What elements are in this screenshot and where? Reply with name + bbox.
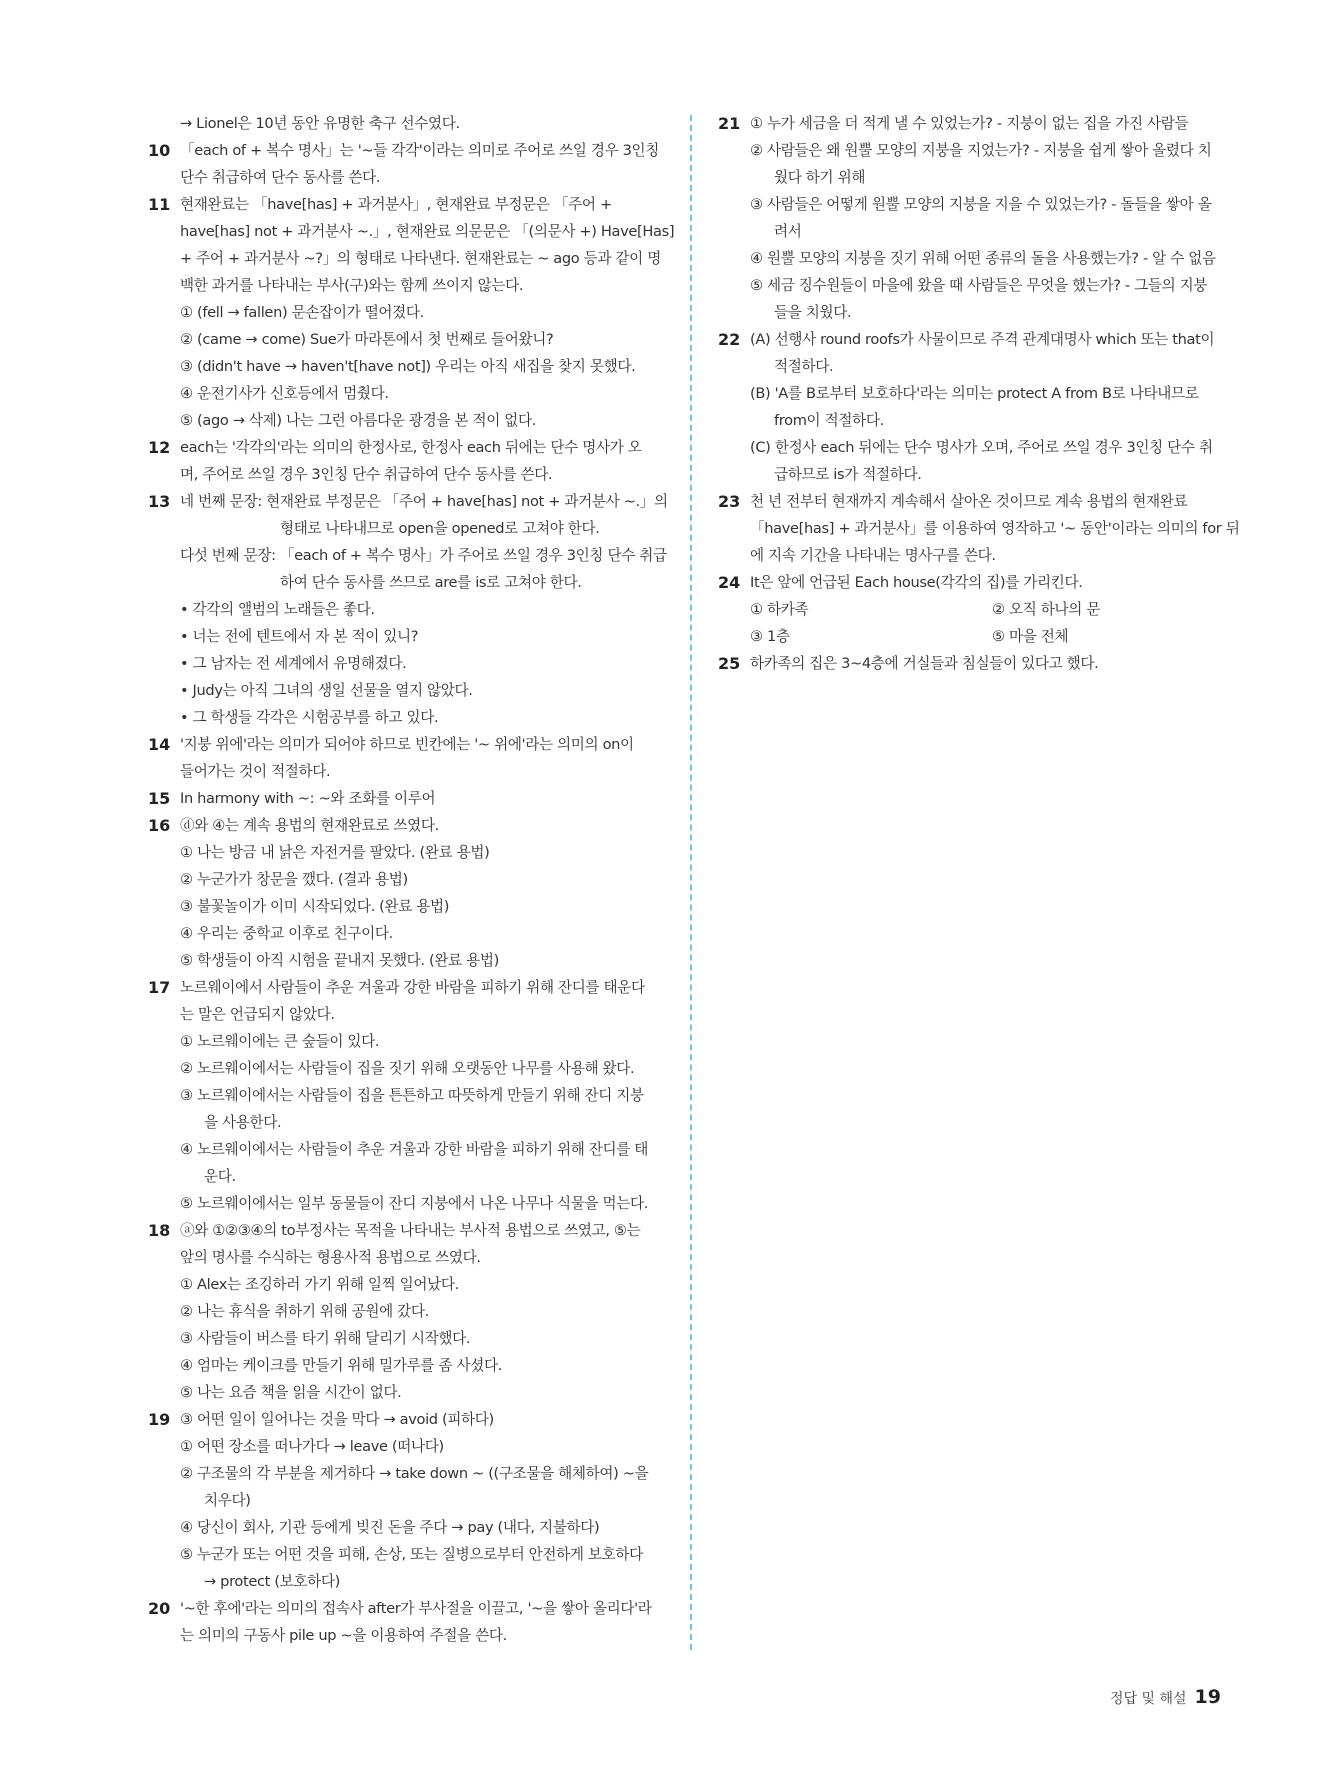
answer-item [718, 569, 1238, 650]
explanation-line: 들을 치웠다. [774, 304, 852, 321]
explanation-line: + 주어 + 과거분사 ~?」의 형태로 나타낸다. 현재완료는 ~ ago 등과 같이 명 [180, 250, 661, 267]
explanation-line: ③ 사람들이 버스를 타기 위해 달리기 시작했다. [180, 1330, 471, 1347]
question-number: 12 [148, 438, 171, 457]
explanation-line: In harmony with ~: ~와 조화를 이루어 [180, 790, 436, 807]
explanation-line: 네 번째 문장: 현재완료 부정문은 「주어 + have[has] not + 과거분사 ~.」의 [180, 493, 668, 510]
explanation-line: 「have[has] + 과거분사」를 이용하여 영작하고 '~ 동안'이라는 의미의 for 뒤 [750, 520, 1240, 537]
explanation-line: 단수 취급하여 단수 동사를 쓴다. [180, 169, 381, 186]
question-number: 15 [148, 789, 171, 808]
explanation-line: (A) 선행사 round roofs가 사물이므로 주격 관계대명사 which 또는 that이 [750, 331, 1215, 348]
explanation-line: ③ 불꽃놀이가 이미 시작되었다. (완료 용법) [180, 898, 450, 915]
explanation-line: 앞의 명사를 수식하는 형용사적 용법으로 쓰였다. [180, 1249, 481, 1266]
answer-item [148, 812, 664, 974]
explanation-line: ④ 당신이 회사, 기관 등에게 빚진 돈을 주다 → pay (내다, 지불하다) [180, 1519, 600, 1536]
answer-item [718, 326, 1238, 488]
question-number: 17 [148, 978, 171, 997]
explanation-line: • Judy는 아직 그녀의 생일 선물을 열지 않았다. [180, 682, 473, 699]
choice-text: ⑤ 마을 전체 [992, 628, 1069, 645]
explanation-line: ① 누가 세금을 더 적게 낼 수 있었는가? - 지붕이 없는 집을 가진 사람들 [750, 115, 1189, 132]
explanation-line: 는 말은 언급되지 않았다. [180, 1006, 335, 1023]
answer-item [148, 1217, 664, 1406]
explanation-line: 형태로 나타내므로 open을 opened로 고쳐야 한다. [280, 520, 600, 537]
choice-row [750, 623, 1238, 650]
footer-label: 정답 및 해설 [1110, 1691, 1187, 1707]
explanation-line: ④ 운전기사가 신호등에서 멈췄다. [180, 385, 389, 402]
answer-item [148, 488, 668, 731]
answer-item [148, 1595, 664, 1649]
question-number: 20 [148, 1599, 171, 1618]
question-number: 10 [148, 141, 171, 160]
explanation-line: ① 나는 방금 내 낡은 자전거를 팔았다. (완료 용법) [180, 844, 490, 861]
explanation-line: ⓓ와 ④는 계속 용법의 현재완료로 쓰였다. [180, 817, 439, 834]
explanation-line: ④ 노르웨이에서는 사람들이 추운 겨울과 강한 바람을 피하기 위해 잔디를 태 [180, 1141, 649, 1158]
explanation-line: ③ (didn't have → haven't[have not]) 우리는 아직 새집을 찾지 못했다. [180, 358, 636, 375]
explanation-line: 백한 과거를 나타내는 부사(구)와는 함께 쓰이지 않는다. [180, 277, 524, 294]
explanation-line: 노르웨이에서 사람들이 추운 겨울과 강한 바람을 피하기 위해 잔디를 태운다 [180, 979, 645, 996]
explanation-line: 급하므로 is가 적절하다. [774, 466, 922, 483]
explanation-line: • 각각의 앨범의 노래들은 좋다. [180, 601, 375, 618]
explanation-line: ② 나는 휴식을 취하기 위해 공원에 갔다. [180, 1303, 429, 1320]
choice-text: ① 하카족 [750, 601, 809, 618]
explanation-line: 다섯 번째 문장: 「each of + 복수 명사」가 주어로 쓰일 경우 3인칭 단수 취급 [180, 547, 667, 564]
explanation-line: 운다. [204, 1168, 236, 1185]
answer-item [148, 1406, 664, 1595]
question-number: 18 [148, 1221, 171, 1240]
explanation-line: → protect (보호하다) [204, 1573, 341, 1590]
explanation-line: ③ 사람들은 어떻게 원뿔 모양의 지붕을 지을 수 있었는가? - 돌들을 쌓아 올 [750, 196, 1212, 213]
explanation-line: 적절하다. [774, 358, 834, 375]
explanation-line: each는 '각각의'라는 의미의 한정사로, 한정사 each 뒤에는 단수 명사가 오 [180, 439, 642, 456]
explanation-line: '~한 후에'라는 의미의 접속사 after가 부사절을 이끌고, '~을 쌓아 올리다'라 [180, 1600, 652, 1617]
explanation-line: (C) 한정사 each 뒤에는 단수 명사가 오며, 주어로 쓰일 경우 3인칭 단수 취 [750, 439, 1213, 456]
explanation-line: ④ 엄마는 케이크를 만들기 위해 밀가루를 좀 사셨다. [180, 1357, 502, 1374]
explanation-line: 들어가는 것이 적절하다. [180, 763, 331, 780]
left-column [148, 110, 675, 1649]
explanation-line: 하여 단수 동사를 쓰므로 are를 is로 고쳐야 한다. [280, 574, 582, 591]
answer-item [148, 974, 664, 1217]
explanation-line: 천 년 전부터 현재까지 계속해서 살아온 것이므로 계속 용법의 현재완료 [750, 493, 1188, 510]
choice-text: ② 오직 하나의 문 [992, 601, 1101, 618]
right-column [718, 110, 1238, 677]
explanation-line: ④ 우리는 중학교 이후로 친구이다. [180, 925, 393, 942]
column-divider [690, 115, 692, 1650]
question-number: 13 [148, 492, 171, 511]
answer-item [718, 110, 1238, 326]
explanation-line: '지붕 위에'라는 의미가 되어야 하므로 빈칸에는 '~ 위에'라는 의미의 on이 [180, 736, 634, 753]
explanation-line: • 그 학생들 각각은 시험공부를 하고 있다. [180, 709, 439, 726]
explanation-line: 에 지속 기간을 나타내는 명사구를 쓴다. [750, 547, 996, 564]
explanation-line: 현재완료는 「have[has] + 과거분사」, 현재완료 부정문은 「주어 + [180, 196, 612, 213]
explanation-line: ⑤ 나는 요즘 책을 읽을 시간이 없다. [180, 1384, 402, 1401]
explanation-line: ① (fell → fallen) 문손잡이가 떨어졌다. [180, 304, 424, 321]
explanation-line: ⑤ 학생들이 아직 시험을 끝내지 못했다. (완료 용법) [180, 952, 499, 969]
explanation-line: 치우다) [204, 1492, 251, 1509]
explanation-line: ② 누군가가 창문을 깼다. (결과 용법) [180, 871, 408, 888]
explanation-line: ⓐ와 ①②③④의 to부정사는 목적을 나타내는 부사적 용법으로 쓰였고, ⑤는 [180, 1222, 641, 1239]
answer-item [148, 191, 675, 434]
explanation-line: 려서 [774, 223, 802, 240]
explanation-line: have[has] not + 과거분사 ~.」, 현재완료 의문문은 「(의문사 +) Have[Has] [180, 223, 675, 240]
explanation-line: ③ 노르웨이에서는 사람들이 집을 튼튼하고 따뜻하게 만들기 위해 잔디 지붕 [180, 1087, 644, 1104]
explanation-line: ① 노르웨이에는 큰 숲들이 있다. [180, 1033, 380, 1050]
explanation-line: 「each of + 복수 명사」는 '~들 각각'이라는 의미로 주어로 쓰일 경우 3인칭 [180, 142, 660, 159]
explanation-line: ⑤ (ago → 삭제) 나는 그런 아름다운 광경을 본 적이 없다. [180, 412, 537, 429]
explanation-line: ② (came → come) Sue가 마라톤에서 첫 번째로 들어왔니? [180, 331, 554, 348]
question-number: 24 [718, 573, 741, 592]
answer-item [148, 137, 664, 191]
page-number: 19 [1194, 1686, 1221, 1708]
explanation-line: ⑤ 누군가 또는 어떤 것을 피해, 손상, 또는 질병으로부터 안전하게 보호하다 [180, 1546, 643, 1563]
explanation-line: from이 적절하다. [774, 412, 884, 429]
question-number: 21 [718, 114, 741, 133]
explanation-line: ② 노르웨이에서는 사람들이 집을 짓기 위해 오랫동안 나무를 사용해 왔다. [180, 1060, 635, 1077]
explanation-line: It은 앞에 언급된 Each house(각각의 집)를 가리킨다. [750, 574, 1083, 591]
question-number: 19 [148, 1410, 171, 1429]
answer-item [148, 785, 664, 812]
explanation-line: → Lionel은 10년 동안 유명한 축구 선수였다. [180, 115, 460, 132]
explanation-line: • 너는 전에 텐트에서 자 본 적이 있니? [180, 628, 419, 645]
explanation-line: ① 어떤 장소를 떠나가다 → leave (떠나다) [180, 1438, 444, 1455]
explanation-line: 는 의미의 구동사 pile up ~을 이용하여 주절을 쓴다. [180, 1627, 507, 1644]
question-number: 23 [718, 492, 741, 511]
explanation-line: 며, 주어로 쓰일 경우 3인칭 단수 취급하여 단수 동사를 쓴다. [180, 466, 553, 483]
explanation-line: ① Alex는 조깅하러 가기 위해 일찍 일어났다. [180, 1276, 459, 1293]
choice-text: ③ 1층 [750, 628, 790, 645]
explanation-line: ⑤ 노르웨이에서는 일부 동물들이 잔디 지붕에서 나온 나무나 식물을 먹는다. [180, 1195, 649, 1212]
question-number: 11 [148, 195, 171, 214]
explanation-line: (B) 'A를 B로부터 보호하다'라는 의미는 protect A from B로 나타내므로 [750, 385, 1199, 402]
answer-item [148, 731, 664, 785]
choice-row [750, 596, 1238, 623]
question-number: 16 [148, 816, 171, 835]
question-number: 22 [718, 330, 741, 349]
explanation-line: ⑤ 세금 징수원들이 마을에 왔을 때 사람들은 무엇을 했는가? - 그들의 지붕 [750, 277, 1208, 294]
answer-item [718, 650, 1238, 677]
question-number: 25 [718, 654, 741, 673]
explanation-line: 하카족의 집은 3~4층에 거실들과 침실들이 있다고 했다. [750, 655, 1099, 672]
answer-item [718, 488, 1238, 569]
explanation-line: ③ 어떤 일이 일어나는 것을 막다 → avoid (피하다) [180, 1411, 494, 1428]
explanation-line: ② 구조물의 각 부분을 제거하다 → take down ~ ((구조물을 해체하여) ~을 [180, 1465, 649, 1482]
explanation-line: ② 사람들은 왜 원뿔 모양의 지붕을 지었는가? - 지붕을 쉽게 쌓아 올렸다 치 [750, 142, 1212, 159]
page-footer [1110, 1686, 1221, 1708]
question-number: 14 [148, 735, 171, 754]
explanation-line: • 그 남자는 전 세계에서 유명해졌다. [180, 655, 407, 672]
explanation-line: 을 사용한다. [204, 1114, 282, 1131]
explanation-line: ④ 원뿔 모양의 지붕을 짓기 위해 어떤 종류의 돌을 사용했는가? - 알 수 없음 [750, 250, 1216, 267]
explanation-line: 웠다 하기 위해 [774, 169, 866, 186]
answer-item [148, 434, 664, 488]
answer-item [148, 110, 664, 137]
